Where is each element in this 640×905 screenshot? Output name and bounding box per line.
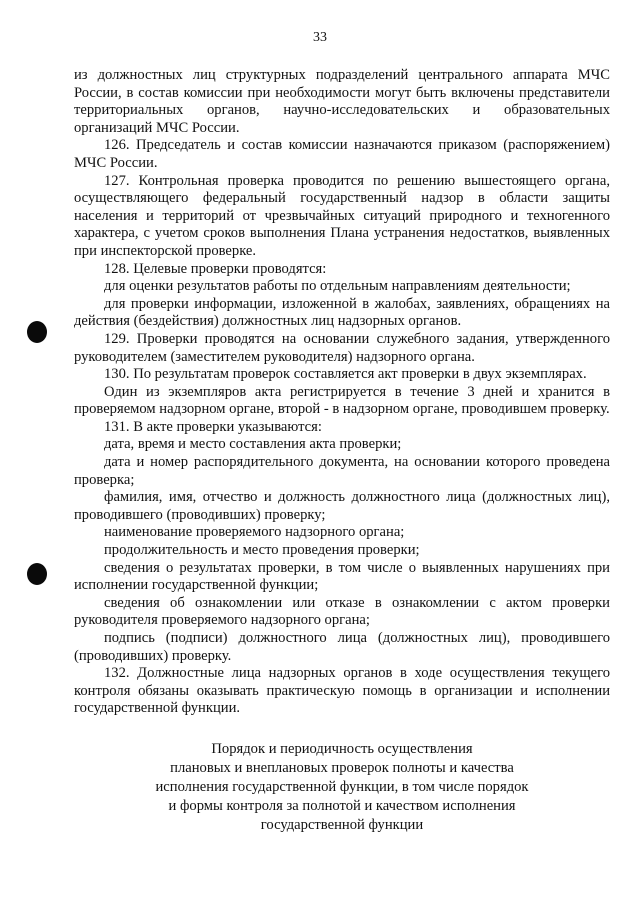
paragraph-132: 132. Должностные лица надзорных органов в ходе осуществления текущего контроля обязаны оказывать практическую помощь в организации и исполнении государственной функции. <box>74 665 610 717</box>
section-heading-line: Порядок и периодичность осуществления <box>211 741 473 757</box>
page-number: 33 <box>313 30 327 45</box>
body-text <box>74 67 610 718</box>
paragraph-128: 128. Целевые проверки проводятся: <box>104 260 327 277</box>
paragraph-130: 130. По результатам проверок составляется акт проверки в двух экземплярах. <box>104 366 587 383</box>
paragraph-126: 126. Председатель и состав комиссии назначаются приказом (распоряжением) МЧС России. <box>74 137 610 171</box>
list-item: для проверки информации, изложенной в жалобах, заявлениях, обращениях на действия (бездействия) должностных лиц надзорных органов. <box>74 295 610 330</box>
list-item: дата и номер распорядительного документа, на основании которого проведена проверка; <box>74 454 610 488</box>
punch-hole <box>27 563 47 585</box>
list-item: фамилия, имя, отчество и должность должностного лица (должностных лиц), проводившего (проводивших) проверку; <box>74 489 610 523</box>
paragraph-131: 131. В акте проверки указываются: <box>104 418 322 435</box>
list-item: для оценки результатов работы по отдельным направлениям деятельности; <box>104 278 571 295</box>
paragraph-130-copies: Один из экземпляров акта регистрируется в течение 3 дней и хранится в проверяемом надзорном органе, второй - в надзорном органе, проводившем проверку. <box>74 383 610 418</box>
section-heading-line: и формы контроля за полнотой и качеством исполнения <box>168 798 516 814</box>
section-heading-line: плановых и внеплановых проверок полноты и качества <box>170 760 514 776</box>
list-item: наименование проверяемого надзорного органа; <box>104 524 405 541</box>
list-item: сведения об ознакомлении или отказе в ознакомлении с актом проверки руководителя проверяемого надзорного органа; <box>74 594 610 629</box>
section-heading <box>74 740 610 835</box>
section-heading-line: государственной функции <box>260 817 424 833</box>
paragraph-continuation: из должностных лиц структурных подразделений центрального аппарата МЧС России, в состав комиссии при необходимости могут быть включены представители территориальных органов, научно-исследовательских и образовательных организаций МЧС России. <box>74 67 610 136</box>
list-item: продолжительность и место проведения проверки; <box>104 542 420 559</box>
paragraph-127: 127. Контрольная проверка проводится по решению вышестоящего органа, осуществляющего федеральный государственный надзор в области защиты населения и территорий от чрезвычайных ситуаций природного и техногенного характера, с учетом сроков выполнения Плана устранения недостатков, выявленных при инспекторской проверке. <box>74 172 610 259</box>
paragraph-129: 129. Проверки проводятся на основании служебного задания, утвержденного руководителем (заместителем руководителя) надзорного органа. <box>74 330 610 365</box>
list-item: сведения о результатах проверки, в том числе о выявленных нарушениях при исполнении государственной функции; <box>74 559 610 594</box>
list-item: подпись (подписи) должностного лица (должностных лиц), проводившего (проводивших) проверку. <box>74 630 610 664</box>
section-heading-line: исполнения государственной функции, в том числе порядок <box>155 779 529 795</box>
punch-hole <box>27 321 47 343</box>
list-item: дата, время и место составления акта проверки; <box>104 436 402 453</box>
